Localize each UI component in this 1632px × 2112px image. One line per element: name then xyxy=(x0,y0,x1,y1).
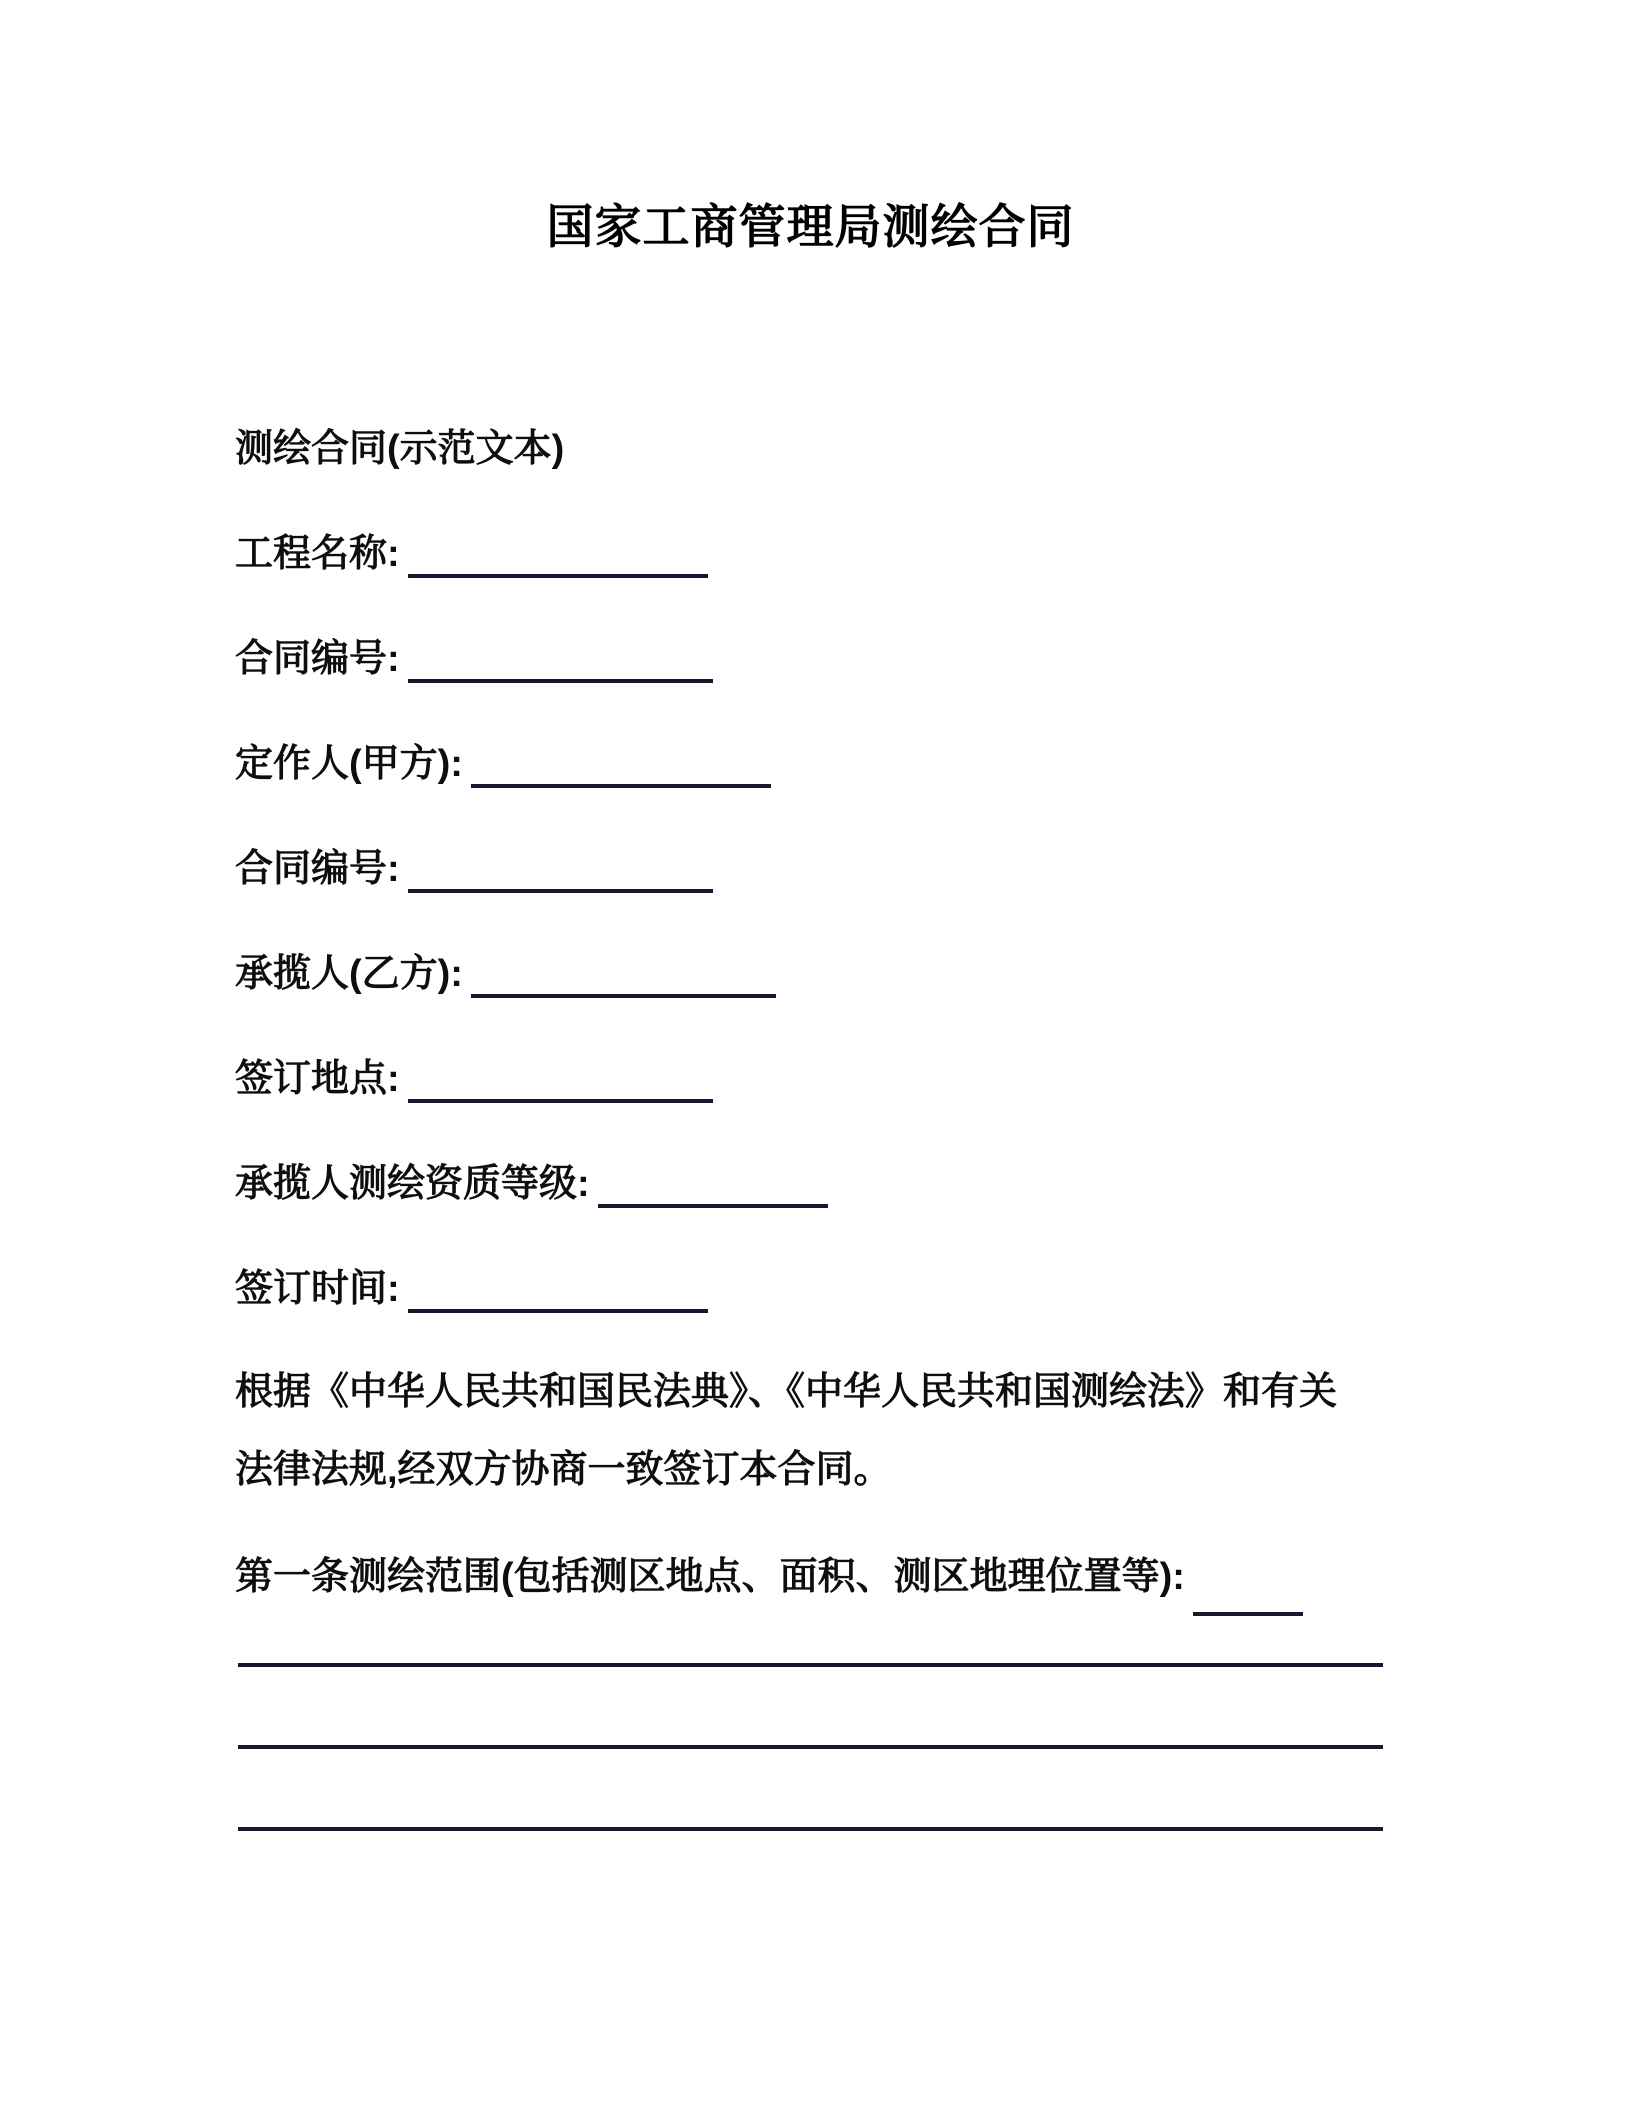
field-label-contractor: 承揽人(乙方): xyxy=(235,953,463,995)
preamble-line-1: 根据《中华人民共和国民法典》、《中华人民共和国测绘法》和有关 xyxy=(235,1371,1338,1413)
field-row-contract-number-2 xyxy=(235,845,1386,893)
field-label-contract-number-1: 合同编号: xyxy=(235,638,400,680)
clause-1-label: 第一条测绘范围(包括测区地点、面积、测区地理位置等): xyxy=(235,1556,1185,1598)
ruled-blank-line-2 xyxy=(238,1667,1383,1749)
field-row-project-name xyxy=(235,530,1386,578)
field-row-contractor xyxy=(235,950,1386,998)
field-row-signing-place xyxy=(235,1055,1386,1103)
blank-underline-contractor xyxy=(471,952,776,998)
blank-underline-signing-time xyxy=(408,1267,708,1313)
field-row-qualification-grade xyxy=(235,1160,1386,1208)
field-row-contract-number-1 xyxy=(235,635,1386,683)
field-row-signing-time xyxy=(235,1265,1386,1313)
ruled-blank-line-3 xyxy=(238,1749,1383,1831)
blank-underline-contract-number-2 xyxy=(408,847,713,893)
field-label-qualification-grade: 承揽人测绘资质等级: xyxy=(235,1163,590,1205)
field-label-signing-place: 签订地点: xyxy=(235,1058,400,1100)
blank-underline-ordering-party xyxy=(471,742,771,788)
document-subtitle: 测绘合同(示范文本) xyxy=(235,428,565,470)
field-row-ordering-party xyxy=(235,740,1386,788)
blank-underline-signing-place xyxy=(408,1057,713,1103)
blank-underline-qualification-grade xyxy=(598,1162,828,1208)
ruled-blank-line-1 xyxy=(238,1616,1383,1667)
field-label-project-name: 工程名称: xyxy=(235,533,400,575)
preamble-line-2: 法律法规,经双方协商一致签订本合同。 xyxy=(235,1449,892,1491)
field-label-contract-number-2: 合同编号: xyxy=(235,848,400,890)
preamble-paragraph xyxy=(235,1353,1386,1509)
blank-underline-clause-1 xyxy=(1193,1558,1303,1616)
blank-underline-project-name xyxy=(408,532,708,578)
document-title: 国家工商管理局测绘合同 xyxy=(546,200,1075,253)
blank-underline-contract-number-1 xyxy=(408,637,713,683)
field-label-signing-time: 签订时间: xyxy=(235,1268,400,1310)
clause-1-heading xyxy=(235,1538,1386,1616)
field-label-ordering-party: 定作人(甲方): xyxy=(235,743,463,785)
